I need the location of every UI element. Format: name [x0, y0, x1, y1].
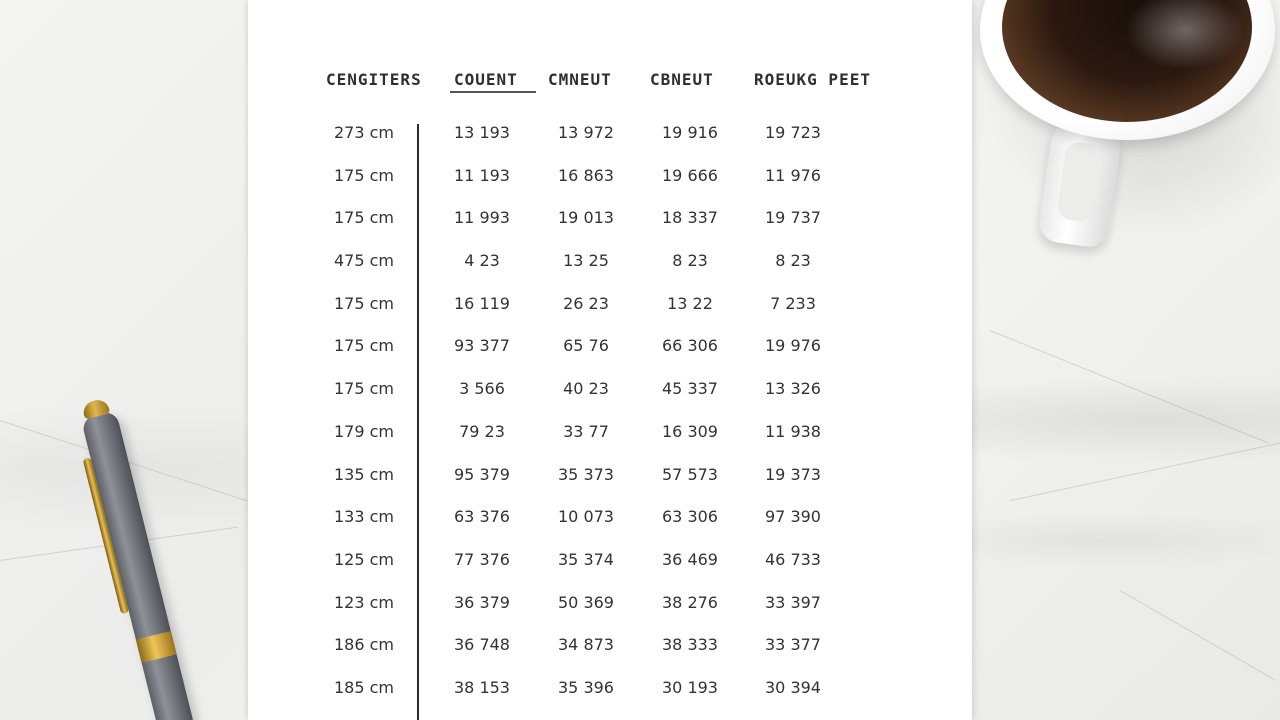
value-cell: 40 23 [563, 379, 609, 399]
value-cell: 13 25 [563, 251, 609, 271]
value-cell: 33 77 [563, 421, 609, 441]
value-cell: 13 22 [667, 293, 713, 313]
table-row [248, 120, 972, 163]
height-cell: 185 cm [333, 677, 394, 697]
table-header [248, 70, 972, 92]
value-cell: 11 938 [765, 421, 821, 441]
value-cell: 11 976 [765, 165, 821, 185]
value-cell: 36 469 [662, 549, 718, 569]
height-cell: 123 cm [333, 592, 394, 612]
value-cell: 16 309 [662, 421, 718, 441]
value-cell: 4 23 [464, 251, 500, 271]
value-cell: 19 976 [765, 336, 821, 356]
value-cell: 57 573 [662, 464, 718, 484]
table-row [248, 504, 972, 547]
height-cell: 175 cm [333, 379, 394, 399]
height-cell: 175 cm [333, 165, 394, 185]
table-row [248, 205, 972, 248]
value-cell: 95 379 [454, 464, 510, 484]
value-cell: 35 374 [558, 549, 614, 569]
table-row [248, 248, 972, 291]
table-row [248, 163, 972, 206]
value-cell: 19 723 [765, 123, 821, 142]
value-cell: 66 306 [662, 336, 718, 356]
height-cell: 175 cm [333, 293, 394, 313]
value-cell: 35 396 [558, 677, 614, 697]
header-cell: ROEUKG PEET [754, 70, 871, 89]
header-cell: CBNEUT [650, 70, 714, 89]
height-cell: 175 cm [333, 336, 394, 356]
value-cell: 79 23 [459, 421, 505, 441]
value-cell: 13 972 [558, 123, 614, 142]
value-cell: 33 377 [765, 635, 821, 655]
header-cell: CMNEUT [548, 70, 612, 89]
pen-icon [72, 389, 204, 720]
header-underline [450, 91, 536, 93]
marble-vein [1120, 590, 1276, 681]
height-cell: 175 cm [333, 208, 394, 228]
value-cell: 7 233 [770, 293, 816, 313]
header-cell: CENGITERS [326, 70, 422, 89]
value-cell: 13 193 [454, 123, 510, 142]
value-cell: 36 379 [454, 592, 510, 612]
height-cell: 273 cm [333, 123, 394, 142]
value-cell: 19 916 [662, 123, 718, 142]
table-row [248, 547, 972, 590]
value-cell: 93 377 [454, 336, 510, 356]
value-cell: 35 373 [558, 464, 614, 484]
conversion-sheet [248, 0, 972, 720]
value-cell: 19 737 [765, 208, 821, 228]
value-cell: 65 76 [563, 336, 609, 356]
table-row [248, 291, 972, 334]
value-cell: 45 337 [662, 379, 718, 399]
table-row [248, 376, 972, 419]
table-body [248, 120, 972, 718]
coffee-cup-icon [975, 0, 1280, 250]
header-cell: COUENT [454, 70, 518, 89]
value-cell: 46 733 [765, 549, 821, 569]
value-cell: 19 666 [662, 165, 718, 185]
value-cell: 10 073 [558, 507, 614, 527]
value-cell: 26 23 [563, 293, 609, 313]
value-cell: 3 566 [459, 379, 505, 399]
value-cell: 16 863 [558, 165, 614, 185]
table-row [248, 675, 972, 718]
value-cell: 11 193 [454, 165, 510, 185]
value-cell: 33 397 [765, 592, 821, 612]
handle-hole [1056, 141, 1103, 223]
value-cell: 38 333 [662, 635, 718, 655]
value-cell: 63 376 [454, 507, 510, 527]
value-cell: 19 013 [558, 208, 614, 228]
table-row [248, 419, 972, 462]
value-cell: 13 326 [765, 379, 821, 399]
value-cell: 8 23 [672, 251, 708, 271]
pen-body [81, 410, 203, 720]
value-cell: 8 23 [775, 251, 811, 271]
value-cell: 38 276 [662, 592, 718, 612]
height-cell: 475 cm [333, 251, 394, 271]
value-cell: 11 993 [454, 208, 510, 228]
marble-vein [1010, 442, 1280, 501]
value-cell: 30 193 [662, 677, 718, 697]
height-cell: 125 cm [333, 549, 394, 569]
value-cell: 30 394 [765, 677, 821, 697]
table-row [248, 632, 972, 675]
value-cell: 36 748 [454, 635, 510, 655]
table-row [248, 333, 972, 376]
value-cell: 34 873 [558, 635, 614, 655]
value-cell: 77 376 [454, 549, 510, 569]
height-cell: 186 cm [333, 635, 394, 655]
value-cell: 97 390 [765, 507, 821, 527]
value-cell: 63 306 [662, 507, 718, 527]
table-row [248, 462, 972, 505]
value-cell: 16 119 [454, 293, 510, 313]
height-cell: 179 cm [333, 421, 394, 441]
height-cell: 133 cm [333, 507, 394, 527]
value-cell: 38 153 [454, 677, 510, 697]
value-cell: 18 337 [662, 208, 718, 228]
value-cell: 19 373 [765, 464, 821, 484]
marble-vein [990, 330, 1269, 443]
value-cell: 50 369 [558, 592, 614, 612]
height-cell: 135 cm [333, 464, 394, 484]
table-row [248, 590, 972, 633]
